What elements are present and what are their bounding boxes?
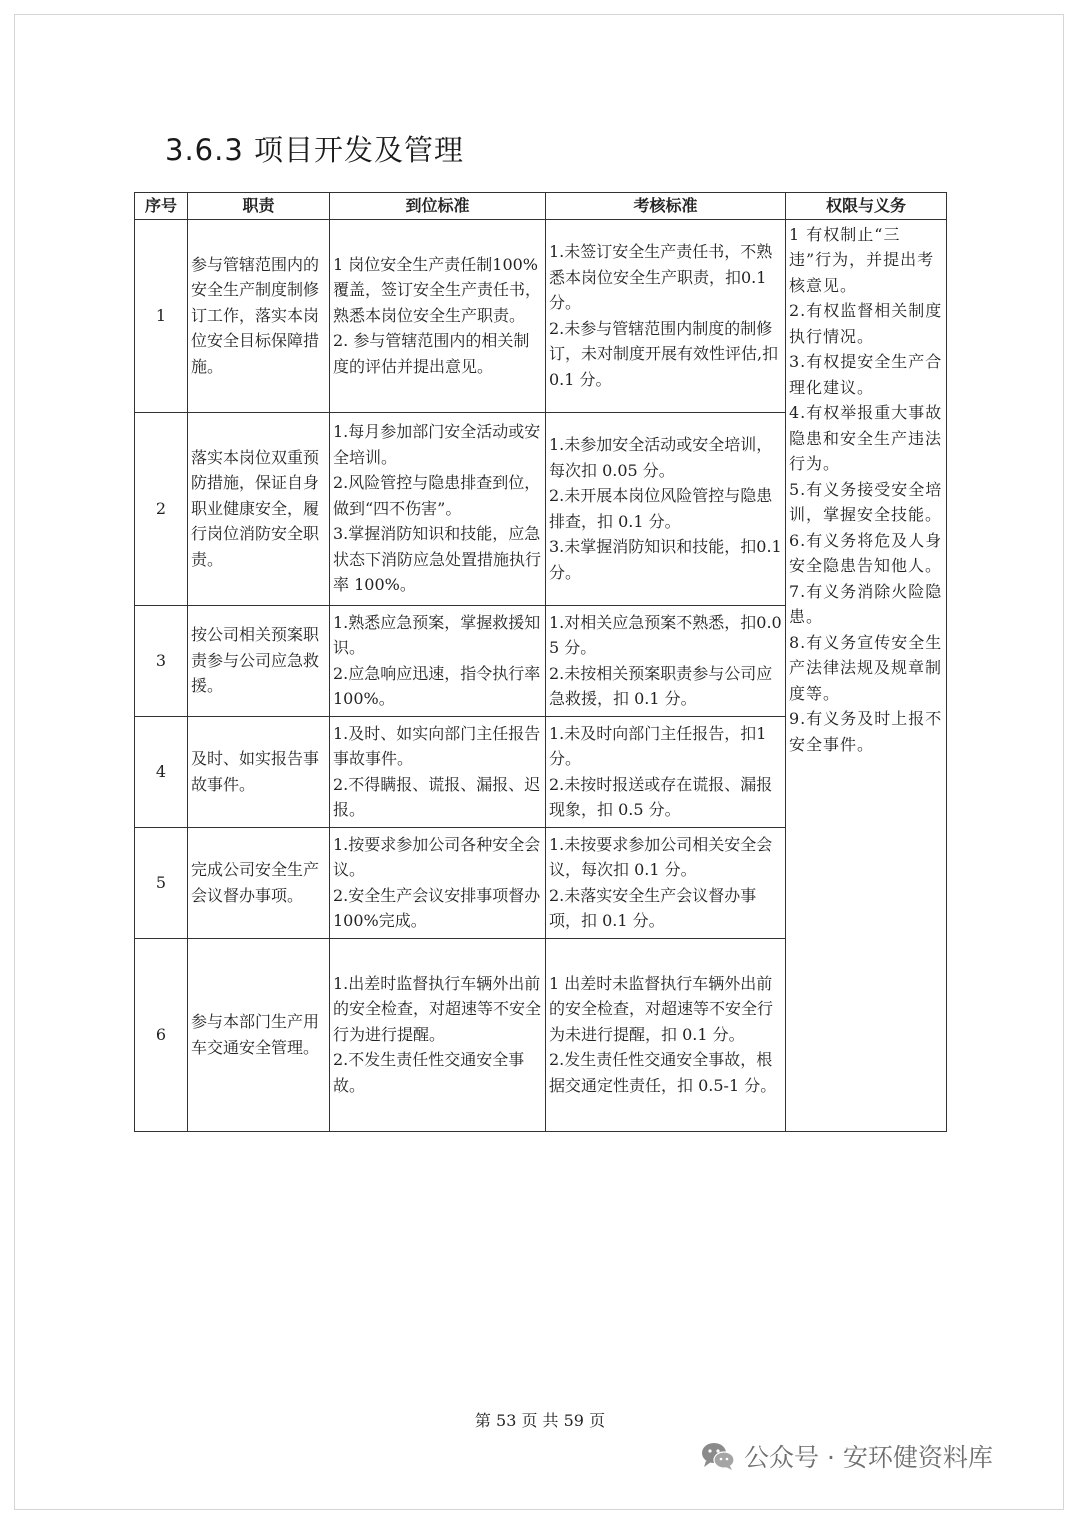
duty-text: 完成公司安全生产会议督办事项。: [191, 860, 320, 905]
watermark-text: 公众号 · 安环健资料库: [744, 1443, 993, 1472]
assessment-cell: [546, 605, 786, 716]
header-duty: 职责: [188, 193, 330, 220]
standard-cell: [330, 827, 546, 938]
standard-cell: [330, 412, 546, 605]
standard-text: 1.每月参加部门安全活动或安全培训。 2.风险管控与隐患排查到位，做到“四不伤害”。 3.掌握消防知识和技能，应急状态下消防应急处置措施执行率 100%。: [333, 422, 542, 595]
standard-text: 1.熟悉应急预案，掌握救援知识。 2.应急响应迅速，指令执行率 100%。: [333, 612, 541, 708]
section-title: 3.6.3 项目开发及管理: [165, 133, 465, 167]
row-number: 6: [135, 938, 188, 1131]
duty-cell: [188, 605, 330, 716]
header-rights: 权限与义务: [786, 193, 947, 220]
assessment-text: 1.未按要求参加公司相关安全会议，每次扣 0.1 分。 2.未落实安全生产会议督办事项，扣 0.1 分。: [549, 834, 773, 930]
assessment-text: 1.未参加安全活动或安全培训，每次扣 0.05 分。 2.未开展本岗位风险管控与隐患排查，扣 0.1 分。 3.未掌握消防知识和技能，扣0.1 分。: [549, 435, 782, 582]
duty-text: 参与管辖范围内的安全生产制度制修订工作，落实本岗位安全目标保障措施。: [191, 254, 320, 376]
duty-cell: [188, 827, 330, 938]
duty-cell: [188, 716, 330, 827]
duty-text: 按公司相关预案职责参与公司应急救援。: [191, 625, 320, 696]
row-number: 1: [135, 219, 188, 412]
duty-text: 参与本部门生产用车交通安全管理。: [191, 1012, 320, 1057]
row-number: 2: [135, 412, 188, 605]
assessment-cell: [546, 716, 786, 827]
assessment-cell: [546, 412, 786, 605]
table-row: [135, 219, 947, 412]
standard-cell: [330, 219, 546, 412]
watermark: [700, 1438, 993, 1474]
assessment-cell: [546, 938, 786, 1131]
standard-cell: [330, 716, 546, 827]
assessment-text: 1.未签订安全生产责任书，不熟悉本岗位安全生产职责，扣0.1 分。 2.未参与管辖范围内制度的制修订，未对制度开展有效性评估,扣 0.1 分。: [549, 242, 779, 389]
standard-text: 1.按要求参加公司各种安全会议。 2.安全生产会议安排事项督办 100%完成。: [333, 834, 541, 930]
header-standard: 到位标准: [330, 193, 546, 220]
assessment-text: 1.对相关应急预案不熟悉，扣0.05 分。 2.未按相关预案职责参与公司应急救援，扣 0.1 分。: [549, 612, 782, 708]
standard-text: 1.出差时监督执行车辆外出前的安全检查，对超速等不安全行为进行提醒。 2.不发生责任性交通安全事故。: [333, 973, 542, 1095]
duty-text: 及时、如实报告事故事件。: [191, 749, 320, 794]
assessment-text: 1 出差时未监督执行车辆外出前的安全检查，对超速等不安全行为未进行提醒，扣 0.1 分。 2.发生责任性交通安全事故，根据交通定性责任，扣 0.5-1 分。: [549, 973, 777, 1095]
rights-cell: [786, 219, 947, 1131]
duty-cell: [188, 412, 330, 605]
assessment-text: 1.未及时向部门主任报告，扣1 分。 2.未按时报送或存在谎报、漏报现象，扣 0.5 分。: [549, 723, 773, 819]
wechat-icon: [700, 1441, 736, 1471]
header-assessment: 考核标准: [546, 193, 786, 220]
standard-cell: [330, 938, 546, 1131]
assessment-cell: [546, 219, 786, 412]
row-number: 5: [135, 827, 188, 938]
header-no: 序号: [135, 193, 188, 220]
standard-text: 1.及时、如实向部门主任报告事故事件。 2.不得瞒报、谎报、漏报、迟报。: [333, 723, 541, 819]
row-number: 4: [135, 716, 188, 827]
responsibility-table: [134, 192, 947, 1132]
table-header-row: [135, 193, 947, 220]
standard-cell: [330, 605, 546, 716]
duty-cell: [188, 938, 330, 1131]
duty-text: 落实本岗位双重预防措施，保证自身职业健康安全，履行岗位消防安全职责。: [191, 447, 320, 569]
duty-cell: [188, 219, 330, 412]
page-number-footer: 第 53 页 共 59 页: [474, 1411, 606, 1430]
rights-text: 1 有权制止“三违”行为，并提出考核意见。 2.有权监督相关制度执行情况。 3.有权提安全生产合理化建议。 4.有权举报重大事故隐患和安全生产违法行为。 5.有义务接受安全培训，掌握安全技能。 6.有义务将危及人身安全隐患告知他人。 7.有义务消除火险隐患。 8.有义务宣传安全生产法律法规及规章制度等。 9.有义务及时上报不安全事件。: [789, 224, 943, 754]
row-number: 3: [135, 605, 188, 716]
assessment-cell: [546, 827, 786, 938]
standard-text: 1 岗位安全生产责任制100%覆盖，签订安全生产责任书，熟悉本岗位安全生产职责。 2. 参与管辖范围内的相关制度的评估并提出意见。: [333, 254, 542, 376]
